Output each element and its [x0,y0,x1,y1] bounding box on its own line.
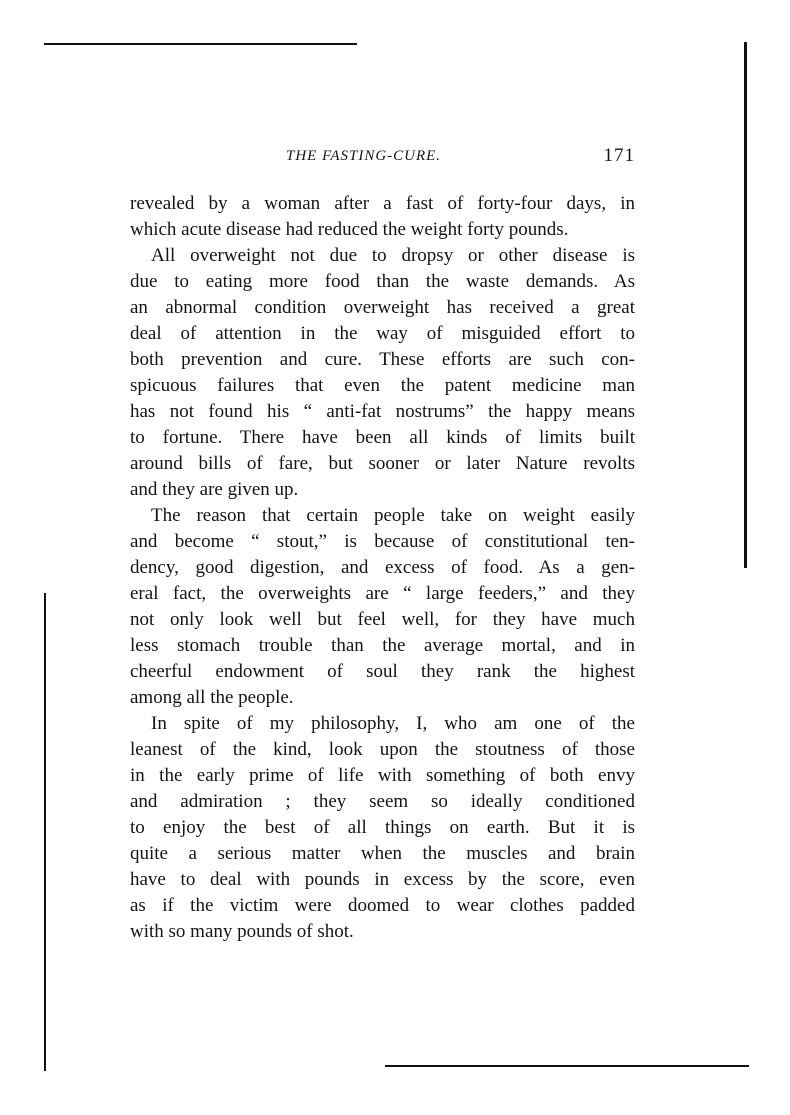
paragraph [130,191,635,243]
text-line: have to deal with pounds in excess by the score, even [130,869,635,890]
chapter-title: THE FASTING-CURE. [286,148,442,164]
text-line: quite a serious matter when the muscles and brain [130,843,635,864]
text-line: deal of attention in the way of misguided effort to [130,323,635,344]
text-line: as if the victim were doomed to wear clothes padded [130,895,635,916]
right-margin-rule [744,42,747,568]
left-margin-rule [44,593,46,1071]
text-line: which acute disease had reduced the weight forty pounds. [130,219,569,240]
text-line: eral fact, the overweights are “ large feeders,” and they [130,583,635,604]
body-text [130,191,635,945]
text-line: spicuous failures that even the patent medicine man [130,375,635,396]
text-line: cheerful endowment of soul they rank the highest [130,661,635,682]
text-line: dency, good digestion, and excess of food. As a gen- [130,557,635,578]
text-line: both prevention and cure. These efforts are such con- [130,349,635,370]
bottom-rule [385,1065,749,1067]
paragraph [130,711,635,945]
text-line: All overweight not due to dropsy or other disease is [151,245,635,266]
text-line: with so many pounds of shot. [130,921,354,942]
text-line: and they are given up. [130,479,299,500]
text-line: due to eating more food than the waste demands. As [130,271,635,292]
paragraph [130,503,635,711]
text-line: to enjoy the best of all things on earth. But it is [130,817,635,838]
text-line: an abnormal condition overweight has received a great [130,297,635,318]
text-line: The reason that certain people take on weight easily [151,505,635,526]
text-line: revealed by a woman after a fast of forty-four days, in [130,193,635,214]
text-line: and become “ stout,” is because of constitutional ten- [130,531,635,552]
text-line: in the early prime of life with something of both envy [130,765,635,786]
running-head [130,145,635,170]
top-rule [44,43,357,45]
text-line: In spite of my philosophy, I, who am one of the [151,713,635,734]
text-line: among all the people. [130,687,294,708]
page-number: 171 [603,145,635,166]
text-line: and admiration ; they seem so ideally conditioned [130,791,635,812]
text-line: around bills of fare, but sooner or later Nature revolts [130,453,635,474]
text-line: less stomach trouble than the average mortal, and in [130,635,635,656]
text-line: to fortune. There have been all kinds of limits built [130,427,635,448]
text-line: not only look well but feel well, for they have much [130,609,635,630]
paragraph [130,243,635,503]
text-line: has not found his “ anti-fat nostrums” the happy means [130,401,635,422]
text-line: leanest of the kind, look upon the stoutness of those [130,739,635,760]
